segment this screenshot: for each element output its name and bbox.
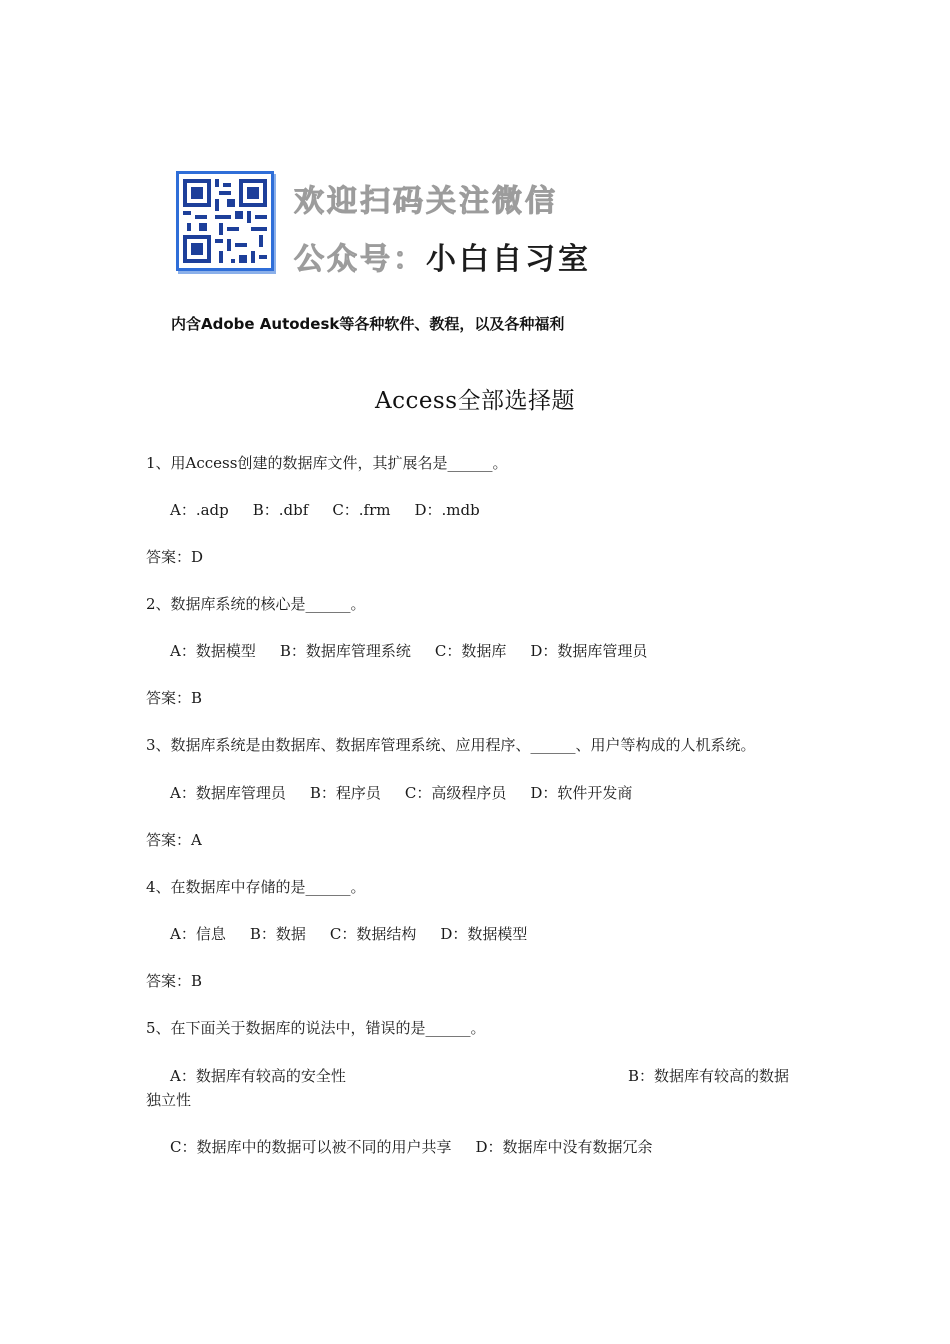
question-4: 4、在数据库中存储的是______。 [146, 878, 366, 896]
option-b: B：数据库管理系统 [279, 642, 411, 660]
question-3: 3、数据库系统是由数据库、数据库管理系统、应用程序、______、用户等构成的人机系统。 [146, 736, 756, 754]
answer-label: 答案： [146, 689, 192, 707]
answer-label: 答案： [146, 831, 192, 849]
option-b: B：数据库有较高的数据 [628, 1067, 790, 1085]
option-d: D：数据库中没有数据冗余 [475, 1138, 653, 1156]
option-b: B：程序员 [309, 784, 381, 802]
banner-account-name: 小白自习室 [426, 242, 591, 277]
option-a: A：.adp [170, 501, 229, 519]
option-b-continued: 独立性 [146, 1091, 192, 1109]
question-2-options [170, 640, 647, 661]
option-c: C：高级程序员 [404, 784, 507, 802]
option-b: B：数据 [249, 925, 306, 943]
question-2: 2、数据库系统的核心是______。 [146, 595, 366, 613]
answer-3 [146, 829, 202, 850]
document-title: Access全部选择题 [374, 388, 576, 414]
option-d: D：数据库管理员 [530, 642, 648, 660]
option-d: D：软件开发商 [530, 784, 633, 802]
question-5-options-cd [170, 1136, 653, 1157]
question-1: 1、用Access创建的数据库文件，其扩展名是______。 [146, 454, 508, 472]
option-c: C：数据库中的数据可以被不同的用户共享 [170, 1138, 452, 1156]
answer-label: 答案： [146, 972, 192, 990]
answer-label: 答案： [146, 548, 192, 566]
answer-1 [146, 546, 203, 567]
banner-line-2-label: 公众号： [294, 242, 426, 277]
question-4-options [170, 923, 527, 944]
question-5: 5、在下面关于数据库的说法中，错误的是______。 [146, 1019, 486, 1037]
qr-code-image [179, 174, 271, 268]
answer-value: B [191, 972, 203, 990]
qr-code [176, 171, 274, 271]
question-1-options [170, 499, 480, 520]
banner-promo: 内含Adobe Autodesk等各种软件、教程，以及各种福利 [171, 315, 565, 333]
option-c: C：数据库 [434, 642, 507, 660]
option-a: A：数据库管理员 [170, 784, 286, 802]
option-a: A：数据模型 [170, 642, 256, 660]
banner-line-1: 欢迎扫码关注微信 [294, 184, 558, 219]
answer-4 [146, 970, 202, 991]
option-a: A：数据库有较高的安全性 [170, 1067, 346, 1085]
option-a: A：信息 [170, 925, 226, 943]
option-d: D：.mdb [414, 501, 480, 519]
option-c: C：数据结构 [329, 925, 417, 943]
answer-2 [146, 687, 202, 708]
question-3-options [170, 782, 632, 803]
banner-line-2 [294, 234, 591, 278]
answer-value: B [191, 689, 203, 707]
option-b: B：.dbf [252, 501, 309, 519]
option-c: C：.frm [332, 501, 391, 519]
option-d: D：数据模型 [440, 925, 528, 943]
answer-value: D [191, 548, 204, 566]
answer-value: A [191, 831, 202, 849]
